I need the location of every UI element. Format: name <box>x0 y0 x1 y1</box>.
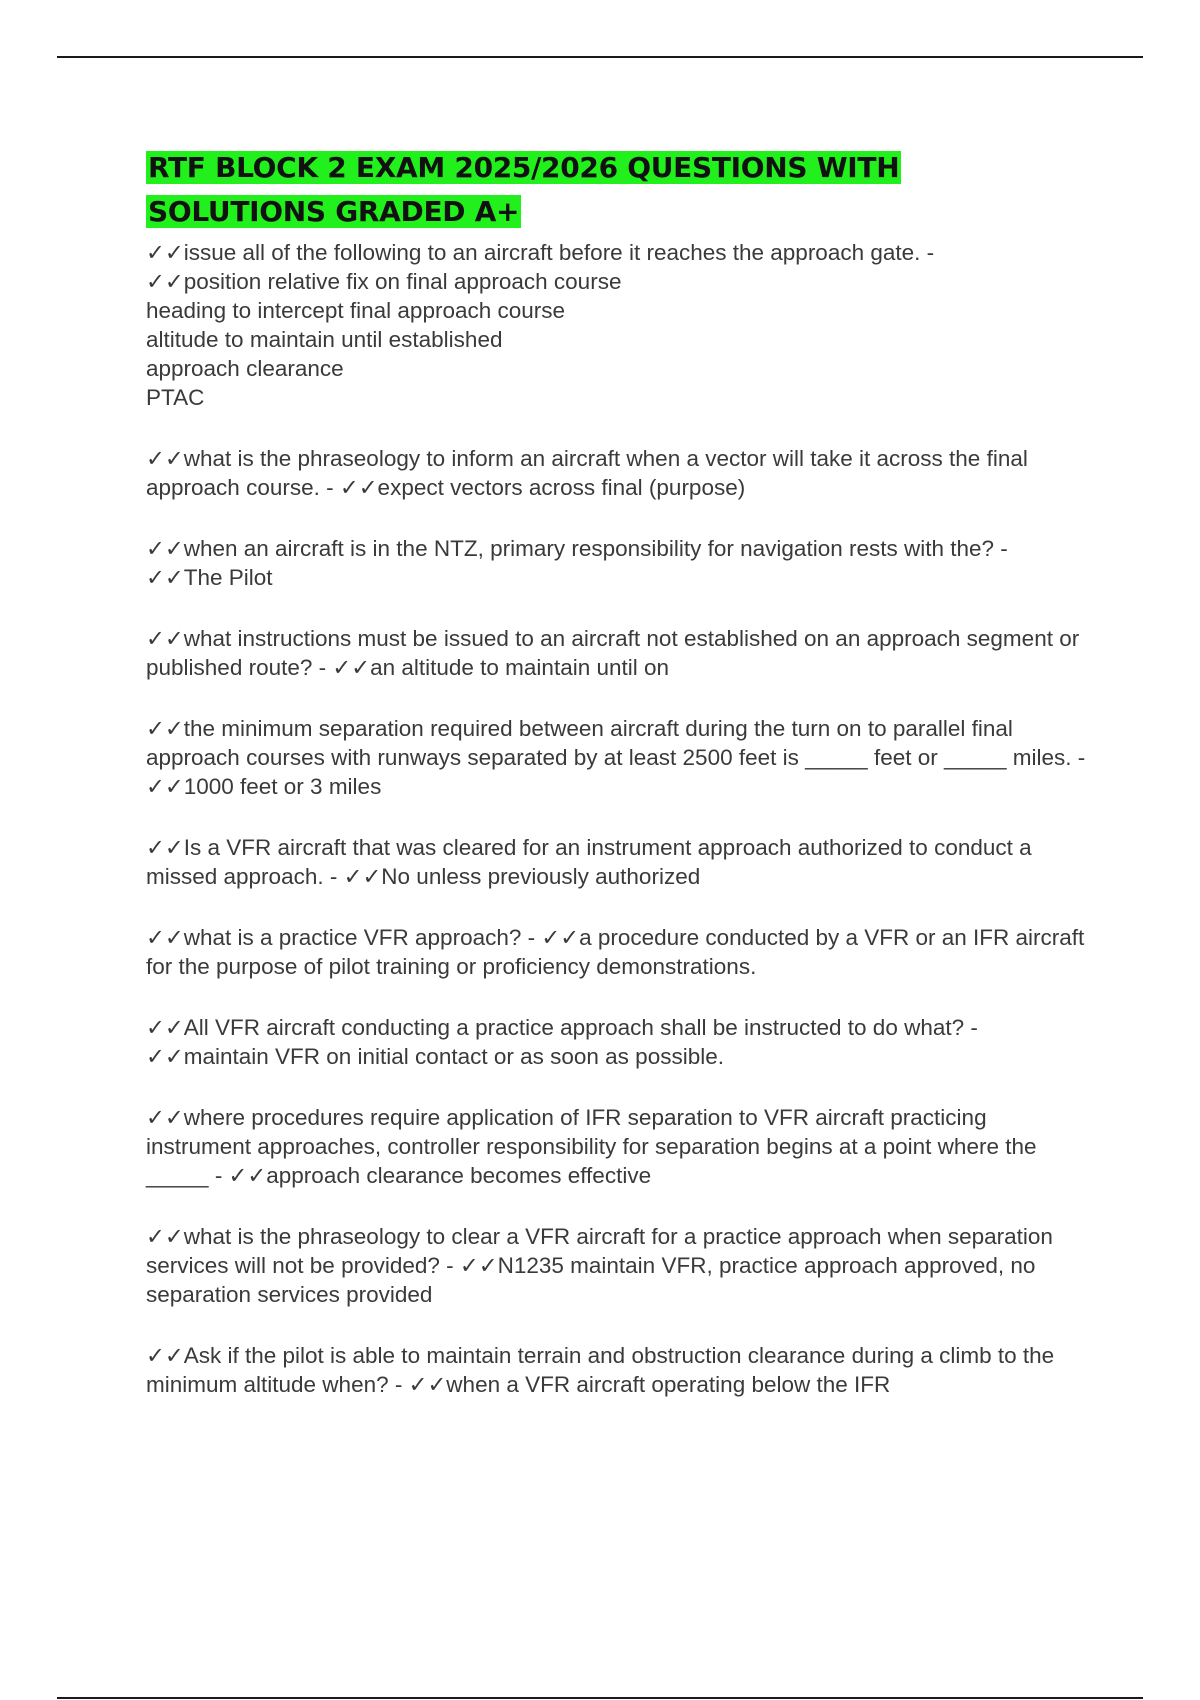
qa-item-9: ✓✓where procedures require application of IFR separation to VFR aircraft practicing instrument approaches, controller responsibility for separation begins at a point where the _____ - ✓✓approach clearance becomes effective <box>146 1105 1037 1188</box>
qa-item-11: ✓✓Ask if the pilot is able to maintain terrain and obstruction clearance during a climb to the minimum altitude when? - ✓✓when a VFR aircraft operating below the IFR <box>146 1343 1055 1397</box>
qa-item-7: ✓✓what is a practice VFR approach? - ✓✓a procedure conducted by a VFR or an IFR aircraft for the purpose of pilot training or proficiency demonstrations. <box>146 925 1085 979</box>
qa-item-10: ✓✓what is the phraseology to clear a VFR aircraft for a practice approach when separation services will not be provided? - ✓✓N1235 maintain VFR, practice approach approved, no separation services provided <box>146 1224 1053 1307</box>
qa-item-8: ✓✓All VFR aircraft conducting a practice approach shall be instructed to do what? - ✓✓maintain VFR on initial contact or as soon as possible. <box>146 1015 978 1069</box>
qa-answer-line: ✓✓position relative fix on final approach course <box>146 269 622 294</box>
qa-item-6: ✓✓Is a VFR aircraft that was cleared for an instrument approach authorized to conduct a missed approach. - ✓✓No unless previously authorized <box>146 835 1032 889</box>
qa-item-3: ✓✓when an aircraft is in the NTZ, primary responsibility for navigation rests with the? - ✓✓The Pilot <box>146 536 1008 590</box>
qa-answer-line: approach clearance <box>146 356 344 381</box>
qa-item-5: ✓✓the minimum separation required between aircraft during the turn on to parallel final approach courses with runways separated by at least 2500 feet is _____ feet or _____ miles. - ✓✓1000 feet or 3 miles <box>146 716 1086 799</box>
title-highlight: RTF BLOCK 2 EXAM 2025/2026 QUESTIONS WITH SOLUTIONS GRADED A+ <box>148 151 900 228</box>
qa-answer-line: PTAC <box>146 385 205 410</box>
document-body <box>146 146 1086 1399</box>
qa-item-4: ✓✓what instructions must be issued to an aircraft not established on an approach segment or published route? - ✓✓an altitude to maintain until on <box>146 626 1080 680</box>
bottom-rule <box>57 1697 1143 1699</box>
document-title <box>146 146 1086 234</box>
top-rule <box>57 56 1143 58</box>
qa-item-1 <box>146 238 1086 412</box>
qa-item-2: ✓✓what is the phraseology to inform an aircraft when a vector will take it across the final approach course. - ✓✓expect vectors across final (purpose) <box>146 446 1028 500</box>
qa-answer-line: altitude to maintain until established <box>146 327 503 352</box>
qa-answer-line: heading to intercept final approach course <box>146 298 566 323</box>
qa-question: ✓✓issue all of the following to an aircraft before it reaches the approach gate. - <box>146 240 935 265</box>
